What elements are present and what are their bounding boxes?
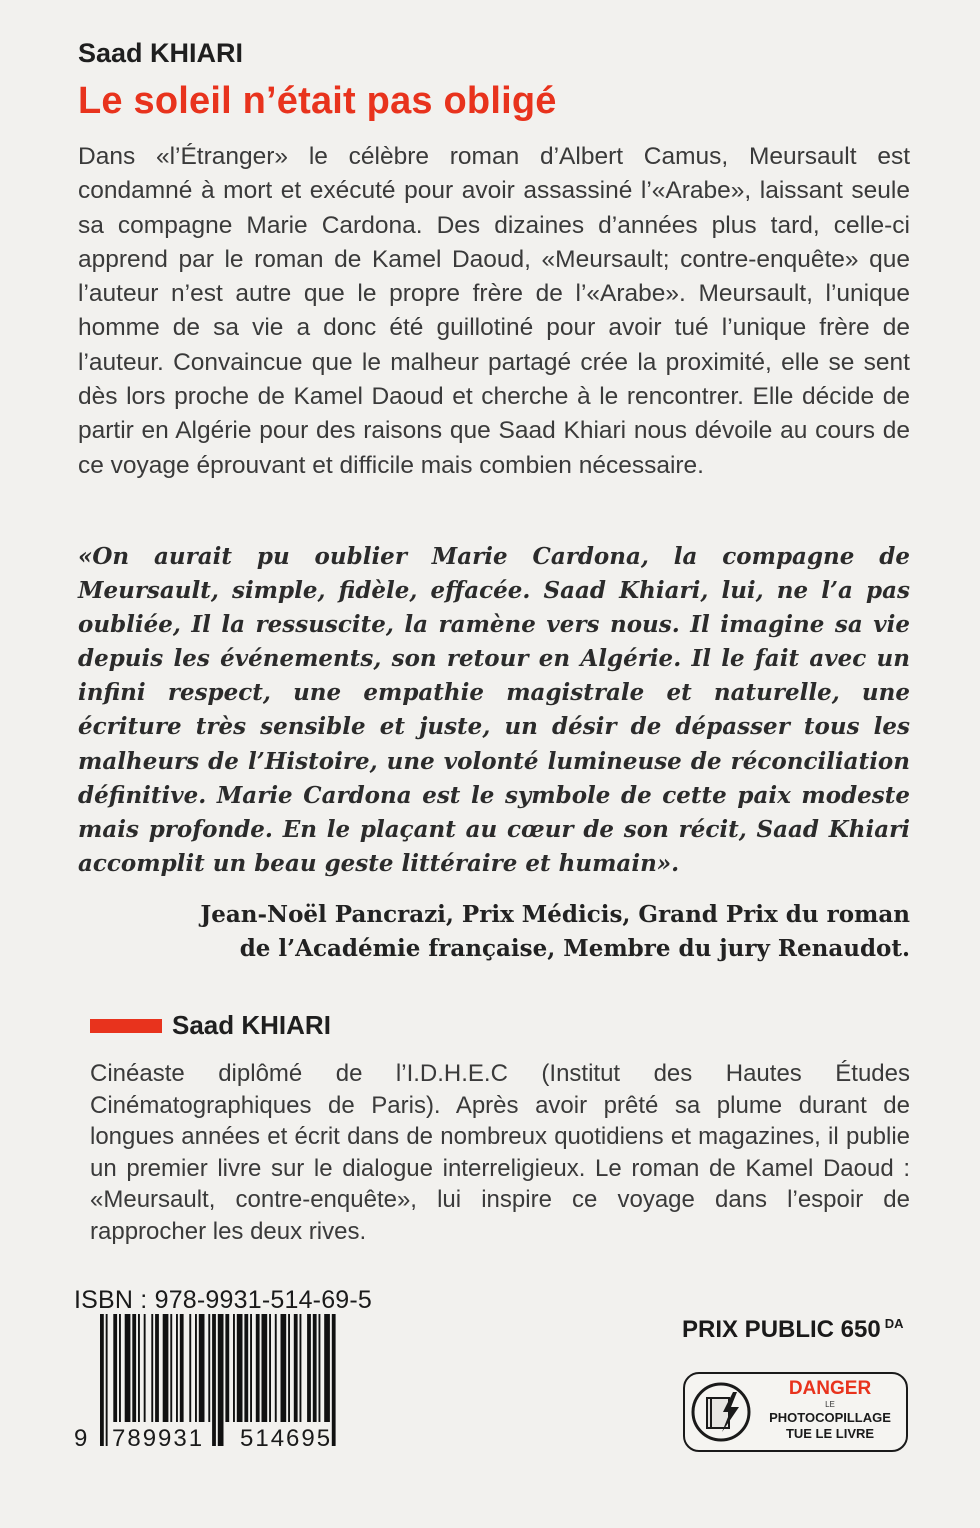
barcode-bar	[100, 1314, 104, 1446]
barcode-bar	[208, 1314, 210, 1422]
attribution-line-1: Jean-Noël Pancrazi, Prix Médicis, Grand Prix du roman	[200, 901, 910, 928]
bio-heading	[90, 1010, 331, 1041]
synopsis-text: Dans «l’Étranger» le célèbre roman d’Albert Camus, Meursault est condamné à mort et exécuté pour avoir assassiné l’«Arabe», laissant seule sa compagne Marie Cardona. Des dizaines d’années plus tard, celle-ci apprend par le roman de Kamel Daoud, «Meursault; contre-enquête» que l’auteur n’est autre que le propre frère de l’«Arabe». Meursault, l’unique homme de sa vie a donc été guillotiné pour avoir tué l’unique frère de l’auteur. Convaincue que le malheur partagé crée la proximité, elle se sent dès lors proche de Kamel Daoud et cherche à le rencontrer. Elle décide de partir en Algérie pour des raisons que Saad Khiari nous dévoile au cours de ce voyage éprouvant et difficile mais combien nécessaire.	[78, 143, 910, 479]
isbn-label: ISBN : 978-9931-514-69-5	[74, 1286, 373, 1314]
barcode-bar	[132, 1314, 136, 1422]
barcode-bar	[144, 1314, 146, 1422]
barcode	[70, 1314, 360, 1454]
book-title: Le soleil n’était pas obligé	[78, 80, 557, 122]
danger-line-1: PHOTOCOPILLAGE	[769, 1410, 891, 1425]
barcode-bar	[256, 1314, 260, 1422]
barcode-bar	[269, 1314, 271, 1422]
barcode-bar	[180, 1314, 184, 1422]
price	[682, 1316, 904, 1344]
barcode-digits-left: 789931	[112, 1425, 205, 1452]
barcode-bar	[176, 1314, 178, 1422]
danger-title: DANGER	[788, 1378, 872, 1399]
barcode-bar	[233, 1314, 235, 1422]
barcode-bar	[300, 1314, 302, 1422]
barcode-bar	[113, 1314, 117, 1422]
barcode-bar	[138, 1314, 140, 1422]
bio-text: Cinéaste diplômé de l’I.D.H.E.C (Institut des Hautes Études Cinématographiques de Paris). Après avoir prêté sa plume durant de longues années et écrit dans de nombreux quotidiens et magazines, il publie un premier livre sur le dialogue interreligieux. Le roman de Kamel Daoud : «Meursault, contre-enquête», lui inspire ce voyage dans l’espoir de rapprocher les deux rives.	[90, 1060, 910, 1245]
barcode-bar	[294, 1314, 298, 1422]
barcode-digits-right: 514695	[240, 1425, 333, 1452]
barcode-bar	[244, 1314, 248, 1422]
danger-badge	[683, 1372, 908, 1452]
barcode-bar	[237, 1314, 243, 1422]
review-attribution	[130, 898, 910, 966]
barcode-bar	[125, 1314, 131, 1422]
barcode-bar	[319, 1314, 321, 1422]
price-currency: DA	[884, 1316, 904, 1331]
barcode-bar	[119, 1314, 121, 1422]
bio-author-name: Saad KHIARI	[172, 1010, 331, 1040]
review-quote: «On aurait pu oublier Marie Cardona, la compagne de Meursault, simple, fidèle, effacée. Saad Khiari, lui, ne l’a pas oubliée, Il la ressuscite, la ramène vers nous. Il imagine sa vie depuis les événements, son retour en Algérie. Il le fait avec un infini respect, une empathie magistrale et naturelle, une écriture très sensible et juste, un désir de dépasser tous les malheurs de l’Histoire, une volonté lumineuse de réconciliation définitive. Marie Cardona est le symbole de cette paix modeste mais profonde. En le plaçant au cœur de son récit, Saad Khiari accomplit un beau geste littéraire et humain».	[78, 543, 910, 877]
barcode-bar	[163, 1314, 169, 1422]
danger-line-2: TUE LE LIVRE	[785, 1426, 875, 1441]
accent-bar	[90, 1019, 162, 1033]
barcode-bar	[225, 1314, 229, 1422]
barcode-bar	[275, 1314, 277, 1422]
barcode-bar	[288, 1314, 290, 1422]
barcode-bar	[151, 1314, 153, 1422]
barcode-bar	[313, 1314, 317, 1422]
barcode-bar	[324, 1314, 330, 1422]
attribution-line-2: de l’Académie française, Membre du jury Renaudot.	[239, 935, 910, 962]
barcode-bar	[195, 1314, 197, 1422]
barcode-bar	[189, 1314, 191, 1422]
danger-small: LE	[825, 1400, 835, 1409]
barcode-bar	[155, 1314, 159, 1422]
barcode-bar	[199, 1314, 205, 1422]
barcode-digit-first: 9	[74, 1425, 88, 1452]
barcode-bar	[170, 1314, 172, 1422]
book-lightning-icon	[689, 1380, 753, 1444]
barcode-bar	[332, 1314, 336, 1446]
barcode-bar	[250, 1314, 252, 1422]
barcode-bar	[307, 1314, 311, 1422]
danger-text	[755, 1378, 905, 1442]
barcode-bar	[218, 1314, 224, 1446]
author-name: Saad KHIARI	[78, 38, 244, 68]
price-label: PRIX PUBLIC 650	[682, 1316, 881, 1343]
barcode-bar	[212, 1314, 216, 1446]
barcode-bar	[281, 1314, 287, 1422]
barcode-bar	[262, 1314, 268, 1422]
barcode-bar	[106, 1314, 108, 1446]
